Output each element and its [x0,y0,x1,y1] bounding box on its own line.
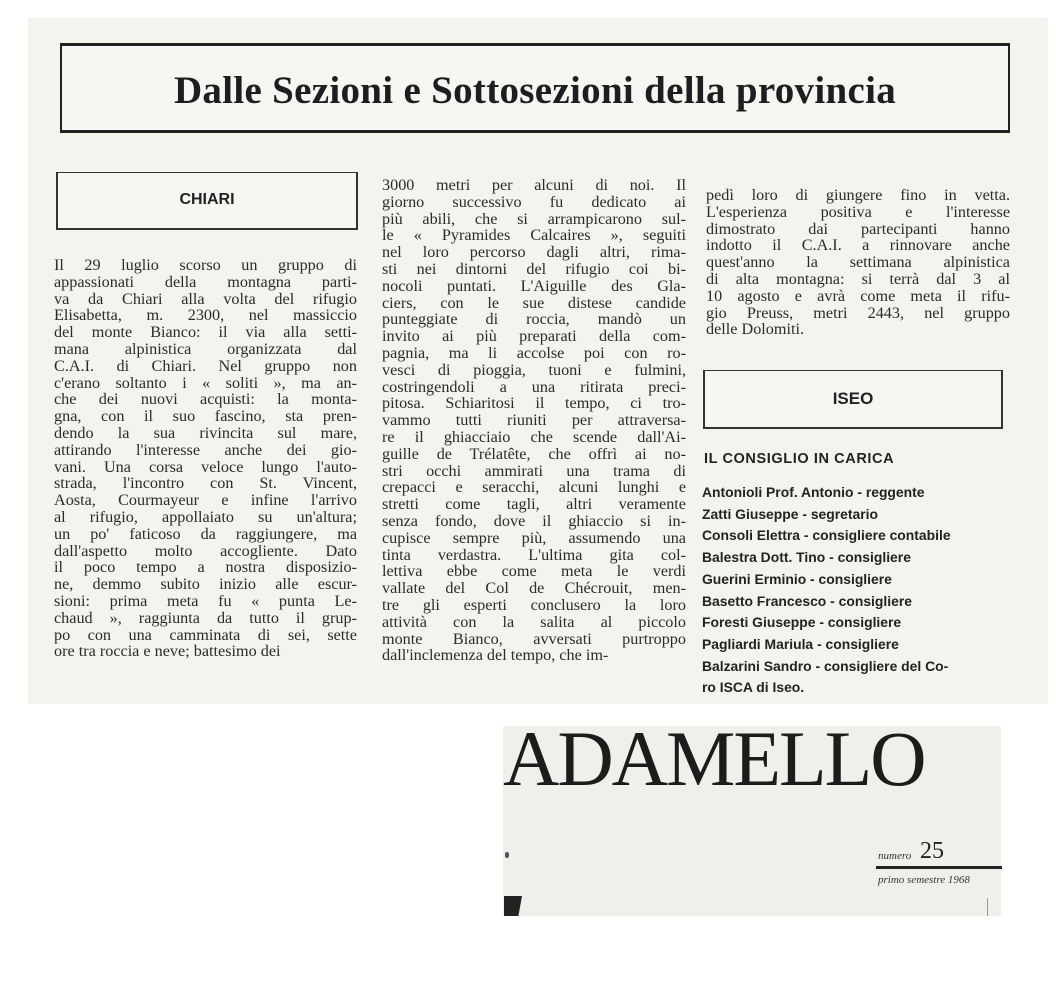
council-member: Zatti Giuseppe - segretario [702,505,878,522]
issue-number-label: numero [878,850,912,862]
article-title: Dalle Sezioni e Sottosezioni della provincia [173,69,897,112]
text-line: pedì loro di giungere fino in vetta. [706,186,1010,204]
article-header-box [60,43,1010,133]
text-line: tre gli esperti conclusero la loro [382,595,686,614]
text-line: lettiva ebbe come meta le verdi [382,562,686,581]
text-line: gna, con il suo fascino, sta pren- [54,407,357,426]
section-label-iseo: ISEO [832,389,874,408]
text-line: al rifugio, appollaiato su un'altura; [54,507,357,526]
text-line: ne, demmo subito inizio alle escur- [54,575,357,594]
text-line: sti nei dintorni del rifugio coi bi- [382,259,686,278]
text-line: strada, l'incontro con St. Vincent, [54,474,357,493]
article-column-1 [54,257,357,660]
text-line: indotto il C.A.I. a rinnovare anche [706,236,1010,255]
text-line: ciers, con le sue distese candide [382,293,686,312]
council-member: Balzarini Sandro - consigliere del Co- [702,657,949,674]
text-line: pagnia, ma li accolse poi con ro- [382,343,686,362]
text-line: vani. Una corsa veloce lungo l'auto- [54,457,357,476]
section-heading-chiari [56,172,358,230]
text-line: 3000 metri per alcuni di noi. Il [382,176,686,194]
text-line: del monte Bianco: il via alla setti- [54,323,357,342]
text-line: che dei nuovi acquisti: la monta- [54,390,357,409]
text-line: re il ghiacciaio che scende dall'Ai- [382,427,686,446]
council-member: Consoli Elettra - consigliere contabile [702,527,951,544]
text-line: crepacci e seracchi, alcuni lunghi e [382,478,686,497]
article-column-3 [706,187,1010,338]
council-member: Balestra Dott. Tino - consigliere [702,549,911,566]
text-line: senza fondo, dove il ghiaccio si in- [382,511,686,530]
text-line: sioni: prima meta fu « punta Le- [54,591,357,610]
text-line: vallate del Col de Chécrouit, men- [382,579,686,598]
text-line: delle Dolomiti. [706,320,805,339]
council-member: Guerini Erminio - consigliere [702,570,892,587]
text-line: nocoli puntati. L'Aiguille des Gla- [382,276,686,295]
council-member: Foresti Giuseppe - consigliere [702,614,902,631]
text-line: dendo la sua rivincita sul mare, [54,423,357,442]
text-line: gio Preuss, metri 2443, nel gruppo [706,303,1010,322]
text-line: giorno successivo fu dedicato ai [382,192,686,211]
text-line: punteggiate di roccia, mandò un [382,310,686,329]
section-label-chiari: CHIARI [179,191,235,208]
council-member-list [702,482,1007,699]
council-member: Basetto Francesco - consigliere [702,592,912,609]
text-line: ore tra roccia e neve; battesimo dei [54,642,281,661]
text-line: stretti come tagli, altri veramente [382,495,686,514]
text-line: attirando l'interesse anche dei gio- [54,440,357,459]
text-line: vammo tutti riuniti per attraversa- [382,411,686,430]
issue-number: 25 [920,838,944,864]
magazine-title: ADAMELLO [503,715,925,802]
text-line: nel loro percorso dagli altri, rima- [382,243,686,262]
council-member: Pagliardi Mariula - consigliere [702,635,899,652]
text-line: quest'anno la settimana alpinistica [706,253,1010,272]
text-line: guille de Trélatête, che offrì ai no- [382,444,686,463]
text-line: tinta verdastra. L'ultima gita col- [382,545,686,564]
text-line: Il 29 luglio scorso un gruppo di [54,256,357,274]
page-edge-mark [987,898,988,916]
text-line: il poco tempo a nostra disposizio- [54,558,357,577]
text-line: dall'aspetto molto accogliente. Dato [54,541,357,560]
article-column-2 [382,177,686,664]
text-line: chaud », raggiunta da tutto il grup- [54,608,357,627]
text-line: attività con la salita al piccolo [382,612,686,631]
text-line: dimostrato dai partecipanti hanno [706,219,1010,238]
masthead-rule [876,866,1002,869]
text-line: Aosta, Courmayeur e infine l'arrivo [54,491,357,510]
text-line: vesci di pioggia, tuoni e fulmini, [382,360,686,379]
text-line: più abili, che si arrampicarono sul- [382,209,686,228]
issue-semester: primo semestre 1968 [878,874,970,886]
text-line: mana alpinistica organizzata dal [54,339,357,358]
council-heading: IL CONSIGLIO IN CARICA [704,451,895,467]
council-member: ro ISCA di Iseo. [702,679,805,696]
text-line: monte Bianco, avversati purtroppo [382,629,686,648]
text-line: invito ai più preparati della com- [382,327,686,346]
text-line: stri occhi ammirati una trama di [382,461,686,480]
text-line: c'erano soltanto i « soliti », ma an- [54,373,357,392]
text-line: Elisabetta, m. 2300, nel massiccio [54,306,357,325]
text-line: po con una camminata di sei, sette [54,625,357,644]
text-line: di alta montagna: si terrà dal 3 al [706,269,1010,288]
text-line: C.A.I. di Chiari. Nel gruppo non [54,356,357,375]
text-line: appassionati della montagna parti- [54,272,357,291]
text-line: 10 agosto e avrà come meta il rifu- [706,286,1010,305]
text-line: cupisce sempre più, assumendo una [382,528,686,547]
text-line: dall'inclemenza del tempo, che im- [382,646,609,665]
text-line: costringendoli a una ritirata preci- [382,377,686,396]
council-member: Antonioli Prof. Antonio - reggente [702,484,925,500]
text-line: pitosa. Schiaritosi il tempo, ci tro- [382,394,686,413]
print-mark [505,852,509,858]
text-line: L'esperienza positiva e l'interesse [706,202,1010,221]
text-line: va da Chiari alla volta del rifugio [54,289,357,308]
section-heading-iseo [703,370,1003,429]
text-line: un po' faticoso da raggiungere, ma [54,524,357,543]
text-line: le « Pyramides Calcaires », seguiti [382,226,686,245]
